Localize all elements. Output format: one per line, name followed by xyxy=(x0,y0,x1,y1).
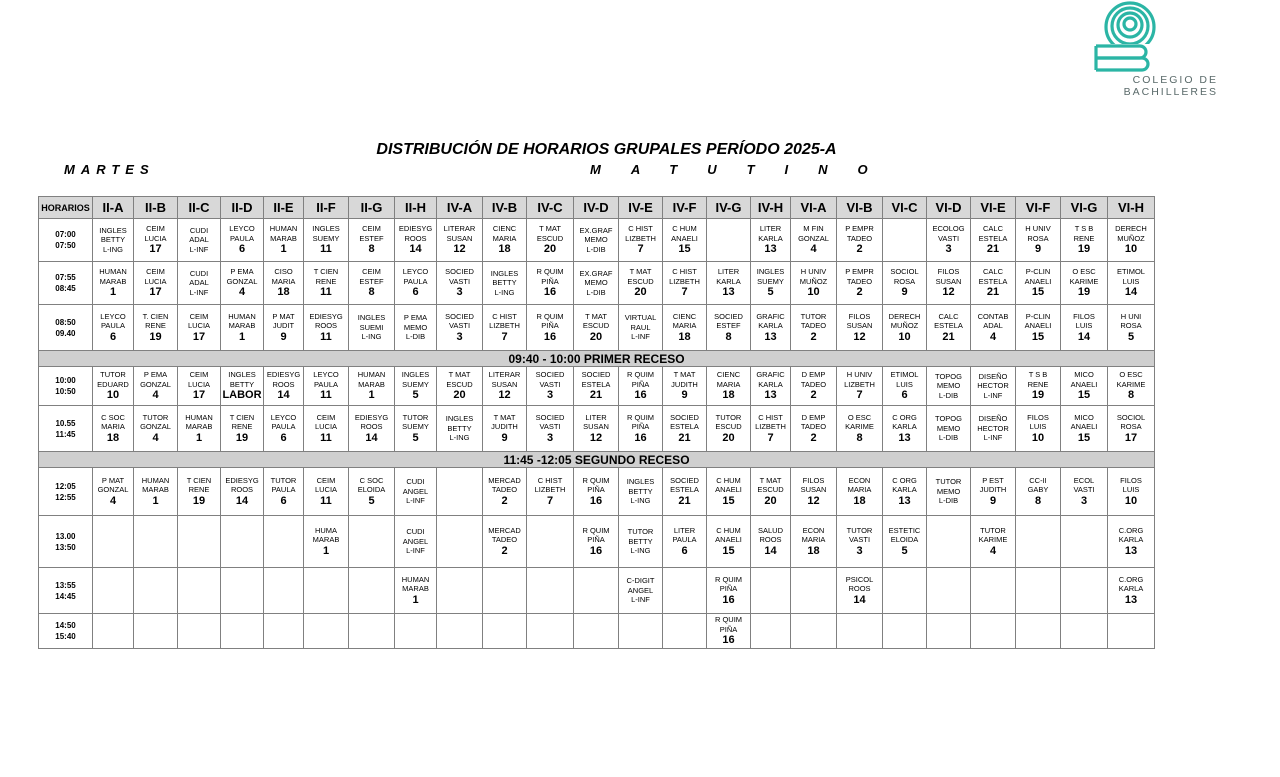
class-cell: INGLES SUEMY 11 xyxy=(304,219,349,262)
header-group-ii-g: II-G xyxy=(349,197,395,219)
class-cell: LEYCO PAULA 6 xyxy=(93,305,134,351)
class-cell xyxy=(264,568,304,614)
class-cell: EX.GRAF MEMO L-DIB xyxy=(574,262,619,305)
header-group-vi-d: VI-D xyxy=(927,197,971,219)
class-cell xyxy=(93,516,134,568)
recess-label: 09:40 - 10:00 PRIMER RECESO xyxy=(39,351,1155,367)
class-cell: CALC ESTELA 21 xyxy=(927,305,971,351)
class-cell xyxy=(927,516,971,568)
class-cell: MERCAD TADEO 2 xyxy=(483,468,527,516)
class-cell xyxy=(134,614,178,649)
class-cell: C.ORG KARLA 13 xyxy=(1108,516,1155,568)
class-cell: TUTOR PAULA 6 xyxy=(264,468,304,516)
page-title: DISTRIBUCIÓN DE HORARIOS GRUPALES PERÍODO 2025-A xyxy=(376,141,837,158)
logo-text-line2: BACHILLERES xyxy=(1123,86,1218,98)
class-cell: H UNI ROSA 5 xyxy=(1108,305,1155,351)
class-cell xyxy=(1016,568,1061,614)
class-cell: SOCIED VASTI 3 xyxy=(527,367,574,406)
class-cell xyxy=(483,568,527,614)
class-cell: MERCAD TADEO 2 xyxy=(483,516,527,568)
class-cell: T MAT JUDITH 9 xyxy=(663,367,707,406)
class-cell xyxy=(663,568,707,614)
class-cell: C HUM ANAELI 15 xyxy=(707,468,751,516)
class-cell: LEYCO PAULA 6 xyxy=(395,262,437,305)
class-cell: R QUIM PIÑA 16 xyxy=(574,468,619,516)
class-cell: TUTOR SUEMY 5 xyxy=(395,406,437,452)
class-cell: CIENC MARIA 18 xyxy=(707,367,751,406)
class-cell: CUDI ADAL L-INF xyxy=(178,219,221,262)
class-cell: CIENC MARIA 18 xyxy=(483,219,527,262)
class-cell: T S B RENE 19 xyxy=(1016,367,1061,406)
class-cell: INGLES BETTY LABOR xyxy=(221,367,264,406)
class-cell: LITERAR SUSAN 12 xyxy=(437,219,483,262)
time-cell: 14:50 15:40 xyxy=(39,614,93,649)
class-cell: P-CLIN ANAELI 15 xyxy=(1016,262,1061,305)
class-cell: SOCIOL ROSA 9 xyxy=(883,262,927,305)
class-cell: H UNIV ROSA 9 xyxy=(1016,219,1061,262)
class-cell: T MAT ESCUD 20 xyxy=(527,219,574,262)
class-cell: CEIM LUCIA 17 xyxy=(134,262,178,305)
header-group-iv-e: IV-E xyxy=(619,197,663,219)
header-group-vi-g: VI-G xyxy=(1061,197,1108,219)
spiral-logo-icon xyxy=(1088,0,1218,72)
class-cell: TUTOR TADEO 2 xyxy=(791,305,837,351)
class-cell: SOCIED ESTELA 21 xyxy=(663,406,707,452)
class-cell: C HUM ANAELI 15 xyxy=(663,219,707,262)
class-cell: D EMP TADEO 2 xyxy=(791,406,837,452)
header-group-ii-b: II-B xyxy=(134,197,178,219)
time-cell: 08:50 09.40 xyxy=(39,305,93,351)
class-cell: FILOS SUSAN 12 xyxy=(927,262,971,305)
class-cell: GRAFIC KARLA 13 xyxy=(751,367,791,406)
class-cell: CEIM LUCIA 17 xyxy=(134,219,178,262)
class-cell xyxy=(927,614,971,649)
class-cell: P EMA GONZAL 4 xyxy=(221,262,264,305)
class-cell: P MAT JUDIT 9 xyxy=(264,305,304,351)
header-group-ii-f: II-F xyxy=(304,197,349,219)
class-cell: TUTOR KARIME 4 xyxy=(971,516,1016,568)
class-cell: R QUIM PIÑA 16 xyxy=(619,406,663,452)
class-cell: C HIST LIZBETH 7 xyxy=(527,468,574,516)
class-cell: TUTOR ESCUD 20 xyxy=(707,406,751,452)
class-cell: H UNIV LIZBETH 7 xyxy=(837,367,883,406)
time-slot-row xyxy=(39,262,1155,305)
class-cell: CUDI ADAL L-INF xyxy=(178,262,221,305)
class-cell: D EMP TADEO 2 xyxy=(791,367,837,406)
class-cell: CC-II GABY 8 xyxy=(1016,468,1061,516)
class-cell: T MAT ESCUD 20 xyxy=(619,262,663,305)
class-cell: R QUIM PIÑA 16 xyxy=(574,516,619,568)
class-cell: T MAT ESCUD 20 xyxy=(751,468,791,516)
time-cell: 13:55 14:45 xyxy=(39,568,93,614)
header-group-ii-h: II-H xyxy=(395,197,437,219)
header-group-iv-f: IV-F xyxy=(663,197,707,219)
class-cell: C HIST LIZBETH 7 xyxy=(751,406,791,452)
class-cell xyxy=(1016,516,1061,568)
class-cell: R QUIM PIÑA 16 xyxy=(707,568,751,614)
class-cell: R QUIM PIÑA 16 xyxy=(527,262,574,305)
class-cell: ETIMOL LUIS 14 xyxy=(1108,262,1155,305)
class-cell: C HIST LIZBETH 7 xyxy=(483,305,527,351)
recess-row xyxy=(39,351,1155,367)
class-cell: DISEÑO HECTOR L-INF xyxy=(971,367,1016,406)
class-cell: FILOS LUIS 14 xyxy=(1061,305,1108,351)
class-cell xyxy=(264,516,304,568)
time-cell: 13.00 13:50 xyxy=(39,516,93,568)
class-cell: TUTOR VASTI 3 xyxy=(837,516,883,568)
header-group-iv-d: IV-D xyxy=(574,197,619,219)
class-cell: INGLES BETTY L-ING xyxy=(483,262,527,305)
class-cell xyxy=(883,219,927,262)
class-cell: C SOC ELOIDA 5 xyxy=(349,468,395,516)
class-cell xyxy=(1108,614,1155,649)
class-cell: CEIM LUCIA 11 xyxy=(304,406,349,452)
class-cell: PSICOL ROOS 14 xyxy=(837,568,883,614)
class-cell: T CIEN RENE 11 xyxy=(304,262,349,305)
class-cell xyxy=(134,516,178,568)
class-cell: CISO MARIA 18 xyxy=(264,262,304,305)
class-cell: SOCIED ESTELA 21 xyxy=(574,367,619,406)
class-cell: FILOS LUIS 10 xyxy=(1016,406,1061,452)
time-cell: 07:00 07:50 xyxy=(39,219,93,262)
header-group-vi-h: VI-H xyxy=(1108,197,1155,219)
day-label: MARTES xyxy=(64,162,155,177)
class-cell: R QUIM PIÑA 16 xyxy=(527,305,574,351)
class-cell: C HIST LIZBETH 7 xyxy=(619,219,663,262)
class-cell xyxy=(1061,516,1108,568)
class-cell xyxy=(483,614,527,649)
class-cell: C ORG KARLA 13 xyxy=(883,468,927,516)
class-cell: CEIM LUCIA 11 xyxy=(304,468,349,516)
header-group-vi-a: VI-A xyxy=(791,197,837,219)
class-cell: INGLES BETTY L-ING xyxy=(437,406,483,452)
header-horarios: HORARIOS xyxy=(39,197,93,219)
class-cell xyxy=(178,568,221,614)
header-group-ii-a: II-A xyxy=(93,197,134,219)
class-cell: EDIESYG ROOS 14 xyxy=(264,367,304,406)
class-cell: CIENC MARIA 18 xyxy=(663,305,707,351)
class-cell: HUMA MARAB 1 xyxy=(304,516,349,568)
class-cell xyxy=(395,614,437,649)
header-group-vi-c: VI-C xyxy=(883,197,927,219)
recess-label: 11:45 -12:05 SEGUNDO RECESO xyxy=(39,452,1155,468)
class-cell xyxy=(178,516,221,568)
class-cell: EDIESYG ROOS 11 xyxy=(304,305,349,351)
class-cell xyxy=(221,614,264,649)
class-cell: VIRTUAL RAUL L-INF xyxy=(619,305,663,351)
class-cell: O ESC KARIME 8 xyxy=(1108,367,1155,406)
class-cell xyxy=(1061,614,1108,649)
header-row xyxy=(39,197,1155,219)
class-cell: T CIEN RENE 19 xyxy=(178,468,221,516)
class-cell: TUTOR EDUARD 10 xyxy=(93,367,134,406)
class-cell: LEYCO PAULA 6 xyxy=(264,406,304,452)
class-cell: R QUIM PIÑA 16 xyxy=(707,614,751,649)
class-cell: SALUD ROOS 14 xyxy=(751,516,791,568)
class-cell: DISEÑO HECTOR L-INF xyxy=(971,406,1016,452)
time-slot-row xyxy=(39,305,1155,351)
class-cell: T S B RENE 19 xyxy=(1061,219,1108,262)
class-cell: SOCIED VASTI 3 xyxy=(437,305,483,351)
class-cell: CEIM ESTEF 8 xyxy=(349,262,395,305)
class-cell: EDIESYG ROOS 14 xyxy=(349,406,395,452)
class-cell xyxy=(751,568,791,614)
class-cell xyxy=(1061,568,1108,614)
class-cell xyxy=(178,614,221,649)
class-cell: P EMPR TADEO 2 xyxy=(837,219,883,262)
class-cell: C SOC MARIA 18 xyxy=(93,406,134,452)
class-cell: TOPOG MEMO L-DIB xyxy=(927,367,971,406)
class-cell: HUMAN MARAB 1 xyxy=(178,406,221,452)
class-cell xyxy=(971,614,1016,649)
class-cell: CALC ESTELA 21 xyxy=(971,219,1016,262)
class-cell xyxy=(349,516,395,568)
time-cell: 10:00 10:50 xyxy=(39,367,93,406)
class-cell: ESTETIC ELOIDA 5 xyxy=(883,516,927,568)
time-slot-row xyxy=(39,516,1155,568)
class-cell: T MAT ESCUD 20 xyxy=(437,367,483,406)
class-cell xyxy=(93,614,134,649)
class-cell: CUDI ANGEL L-INF xyxy=(395,468,437,516)
class-cell xyxy=(837,614,883,649)
class-cell: SOCIED ESTEF 8 xyxy=(707,305,751,351)
class-cell: ETIMOL LUIS 6 xyxy=(883,367,927,406)
class-cell xyxy=(437,516,483,568)
header-group-vi-b: VI-B xyxy=(837,197,883,219)
class-cell: FILOS SUSAN 12 xyxy=(837,305,883,351)
class-cell: LEYCO PAULA 11 xyxy=(304,367,349,406)
class-cell xyxy=(349,568,395,614)
class-cell: P EST JUDITH 9 xyxy=(971,468,1016,516)
class-cell: CEIM LUCIA 17 xyxy=(178,305,221,351)
time-slot-row xyxy=(39,614,1155,649)
class-cell xyxy=(221,516,264,568)
class-cell xyxy=(527,614,574,649)
class-cell: INGLES SUEMY 5 xyxy=(395,367,437,406)
class-cell: HUMAN MARAB 1 xyxy=(395,568,437,614)
class-cell: C HUM ANAELI 15 xyxy=(707,516,751,568)
class-cell: LITER SUSAN 12 xyxy=(574,406,619,452)
class-cell xyxy=(663,614,707,649)
class-cell xyxy=(304,614,349,649)
class-cell: CEIM ESTEF 8 xyxy=(349,219,395,262)
logo-text-line1: COLEGIO DE xyxy=(1132,74,1218,86)
class-cell xyxy=(437,468,483,516)
header-group-ii-e: II-E xyxy=(264,197,304,219)
class-cell: INGLES BETTY L-ING xyxy=(93,219,134,262)
class-cell: P MAT GONZAL 4 xyxy=(93,468,134,516)
class-cell: HUMAN MARAB 1 xyxy=(349,367,395,406)
class-cell: P EMPR TADEO 2 xyxy=(837,262,883,305)
class-cell: MICO ANAELI 15 xyxy=(1061,406,1108,452)
class-cell xyxy=(883,568,927,614)
header-group-ii-d: II-D xyxy=(221,197,264,219)
class-cell: O ESC KARIME 19 xyxy=(1061,262,1108,305)
class-cell xyxy=(574,568,619,614)
class-cell: ECOL VASTI 3 xyxy=(1061,468,1108,516)
class-cell xyxy=(1016,614,1061,649)
class-cell: P-CLIN ANAELI 15 xyxy=(1016,305,1061,351)
class-cell: T. CIEN RENE 19 xyxy=(134,305,178,351)
class-cell: ECON MARIA 18 xyxy=(791,516,837,568)
header-group-iv-b: IV-B xyxy=(483,197,527,219)
time-cell: 07:55 08:45 xyxy=(39,262,93,305)
class-cell: C HIST LIZBETH 7 xyxy=(663,262,707,305)
class-cell xyxy=(527,568,574,614)
class-cell: LITER PAULA 6 xyxy=(663,516,707,568)
class-cell: LITER KARLA 13 xyxy=(707,262,751,305)
class-cell: ECOLOG VASTI 3 xyxy=(927,219,971,262)
class-cell xyxy=(619,614,663,649)
class-cell: P EMA MEMO L-DIB xyxy=(395,305,437,351)
institution-logo xyxy=(1088,0,1218,100)
class-cell: SOCIED VASTI 3 xyxy=(527,406,574,452)
class-cell xyxy=(349,614,395,649)
class-cell: INGLES SUEMI L-ING xyxy=(349,305,395,351)
class-cell: C-DIGIT ANGEL L-INF xyxy=(619,568,663,614)
class-cell: EDIESYG ROOS 14 xyxy=(395,219,437,262)
class-cell xyxy=(264,614,304,649)
time-slot-row xyxy=(39,367,1155,406)
class-cell: INGLES BETTY L-ING xyxy=(619,468,663,516)
class-cell: LITERAR SUSAN 12 xyxy=(483,367,527,406)
class-cell: INGLES SUEMY 5 xyxy=(751,262,791,305)
class-cell xyxy=(751,614,791,649)
class-cell: FILOS LUIS 10 xyxy=(1108,468,1155,516)
time-cell: 10.55 11:45 xyxy=(39,406,93,452)
class-cell: MICO ANAELI 15 xyxy=(1061,367,1108,406)
class-cell: C ORG KARLA 13 xyxy=(883,406,927,452)
class-cell: TUTOR GONZAL 4 xyxy=(134,406,178,452)
class-cell: EX.GRAF MEMO L-DIB xyxy=(574,219,619,262)
header-group-iv-h: IV-H xyxy=(751,197,791,219)
class-cell: LEYCO PAULA 6 xyxy=(221,219,264,262)
class-cell xyxy=(221,568,264,614)
class-cell xyxy=(791,568,837,614)
class-cell: TUTOR BETTY L-ING xyxy=(619,516,663,568)
class-cell: EDIESYG ROOS 14 xyxy=(221,468,264,516)
header-group-vi-e: VI-E xyxy=(971,197,1016,219)
class-cell xyxy=(527,516,574,568)
header-group-ii-c: II-C xyxy=(178,197,221,219)
class-cell: R QUIM PIÑA 16 xyxy=(619,367,663,406)
class-cell: ECON MARIA 18 xyxy=(837,468,883,516)
time-slot-row xyxy=(39,219,1155,262)
class-cell: HUMAN MARAB 1 xyxy=(93,262,134,305)
class-cell xyxy=(304,568,349,614)
class-cell: DERECH MUÑOZ 10 xyxy=(883,305,927,351)
header-group-iv-g: IV-G xyxy=(707,197,751,219)
class-cell xyxy=(437,614,483,649)
class-cell: LITER KARLA 13 xyxy=(751,219,791,262)
class-cell: C.ORG KARLA 13 xyxy=(1108,568,1155,614)
class-cell: H UNIV MUÑOZ 10 xyxy=(791,262,837,305)
class-cell: CUDI ANGEL L-INF xyxy=(395,516,437,568)
class-cell xyxy=(707,219,751,262)
class-cell: T MAT JUDITH 9 xyxy=(483,406,527,452)
class-cell: CEIM LUCIA 17 xyxy=(178,367,221,406)
class-cell: DERECH MUÑOZ 10 xyxy=(1108,219,1155,262)
class-cell: SOCIED VASTI 3 xyxy=(437,262,483,305)
class-cell: P EMA GONZAL 4 xyxy=(134,367,178,406)
shift-label: MATUTINO xyxy=(590,162,898,177)
class-cell xyxy=(883,614,927,649)
header-group-vi-f: VI-F xyxy=(1016,197,1061,219)
class-cell: CALC ESTELA 21 xyxy=(971,262,1016,305)
class-cell: CONTAB ADAL 4 xyxy=(971,305,1016,351)
time-cell: 12:05 12:55 xyxy=(39,468,93,516)
class-cell: T CIEN RENE 19 xyxy=(221,406,264,452)
class-cell xyxy=(134,568,178,614)
class-cell: T MAT ESCUD 20 xyxy=(574,305,619,351)
class-cell: O ESC KARIME 8 xyxy=(837,406,883,452)
class-cell xyxy=(971,568,1016,614)
class-cell xyxy=(927,568,971,614)
recess-row xyxy=(39,452,1155,468)
schedule-table xyxy=(38,196,1155,649)
time-slot-row xyxy=(39,468,1155,516)
class-cell: M FIN GONZAL 4 xyxy=(791,219,837,262)
class-cell: TOPOG MEMO L-DIB xyxy=(927,406,971,452)
class-cell: HUMAN MARAB 1 xyxy=(221,305,264,351)
class-cell xyxy=(437,568,483,614)
class-cell: SOCIOL ROSA 17 xyxy=(1108,406,1155,452)
class-cell: GRAFIC KARLA 13 xyxy=(751,305,791,351)
class-cell: SOCIED ESTELA 21 xyxy=(663,468,707,516)
class-cell: HUMAN MARAB 1 xyxy=(134,468,178,516)
header-group-iv-a: IV-A xyxy=(437,197,483,219)
class-cell xyxy=(791,614,837,649)
header-group-iv-c: IV-C xyxy=(527,197,574,219)
class-cell: FILOS SUSAN 12 xyxy=(791,468,837,516)
time-slot-row xyxy=(39,406,1155,452)
class-cell xyxy=(574,614,619,649)
class-cell: TUTOR MEMO L-DIB xyxy=(927,468,971,516)
class-cell: HUMAN MARAB 1 xyxy=(264,219,304,262)
time-slot-row xyxy=(39,568,1155,614)
class-cell xyxy=(93,568,134,614)
